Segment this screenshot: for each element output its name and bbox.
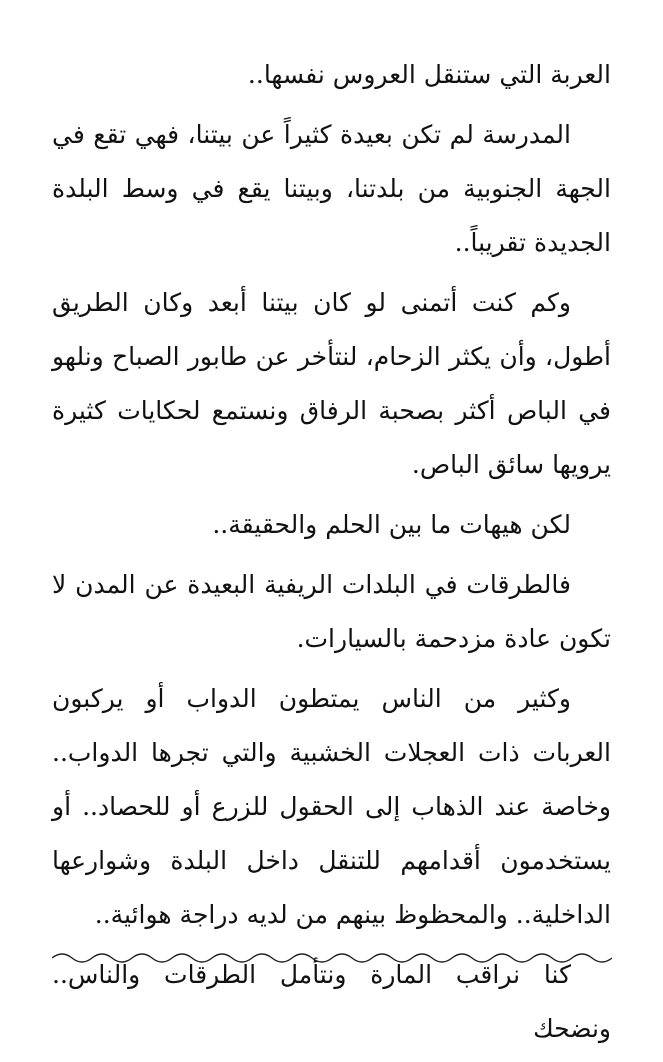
- paragraph: العربة التي ستنقل العروس نفسها..: [247, 60, 611, 89]
- paragraph: وكم كنت أتمنى لو كان بيتنا أبعد وكان الطريق أطول، وأن يكثر الزحام، لنتأخر عن طابور الصباح ونلهو في الباص أكثر بصحبة الرفاق ونستمع لحكايات كثيرة يرويها سائق الباص.: [52, 288, 611, 479]
- wave-line: [52, 954, 612, 962]
- paragraph: كنا نراقب المارة ونتأمل الطرقات والناس.. ونضحك: [52, 960, 611, 1043]
- paragraph: فالطرقات في البلدات الريفية البعيدة عن المدن لا تكون عادة مزدحمة بالسيارات.: [52, 570, 611, 653]
- paragraph: لكن هيهات ما بين الحلم والحقيقة..: [212, 510, 571, 539]
- paragraph: وكثير من الناس يمتطون الدواب أو يركبون العربات ذات العجلات الخشبية والتي تجرها الدواب.. وخاصة عند الذهاب إلى الحقول للزرع أو للحصاد.. أو يستخدمون أقدامهم للتنقل داخل البلدة وشوارعها الداخلية.. والمحظوظ بينهم من لديه دراجة هوائية..: [52, 684, 611, 929]
- paragraph: المدرسة لم تكن بعيدة كثيراً عن بيتنا، فهي تقع في الجهة الجنوبية من بلدتنا، وبيتنا يقع في وسط البلدة الجديدة تقريباً..: [52, 120, 611, 257]
- page-edge-wave: [52, 946, 612, 970]
- body-text: [52, 48, 611, 1062]
